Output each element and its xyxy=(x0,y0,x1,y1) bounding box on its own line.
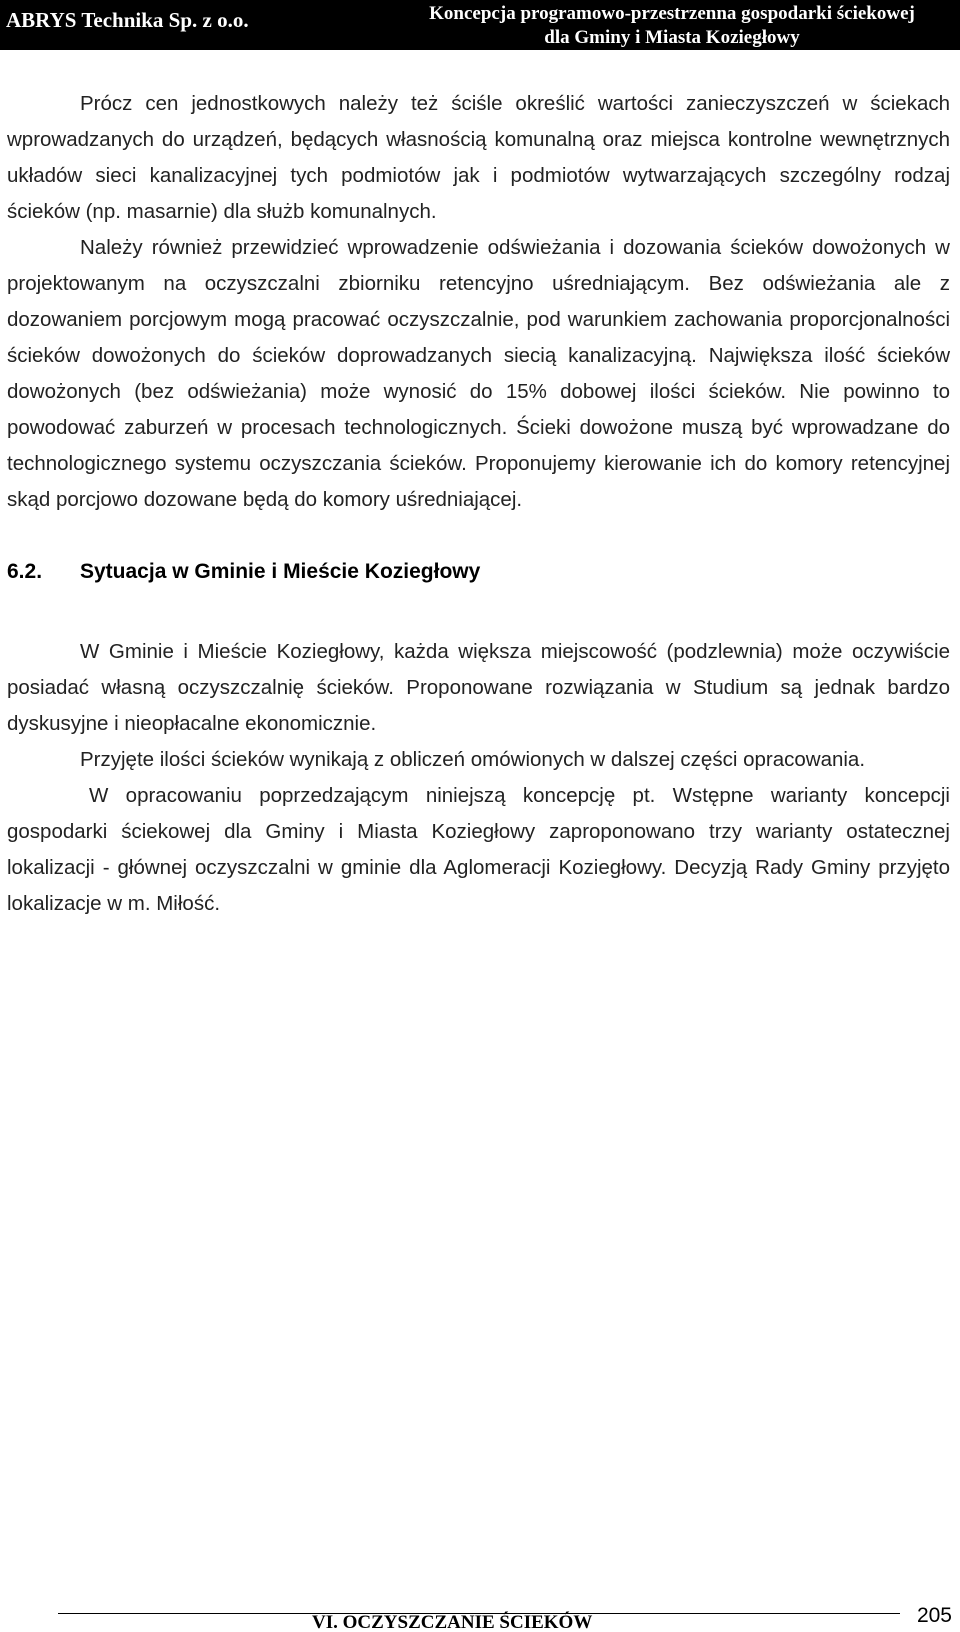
paragraph-sewage-quantities: Przyjęte ilości ścieków wynikają z obliczeń omówionych w dalszej części opracowania. xyxy=(80,748,866,771)
chapter-title: VI. OCZYSZCZANIE ŚCIEKÓW xyxy=(312,1612,593,1632)
section-number: 6.2. xyxy=(7,560,43,583)
page-number: 205 xyxy=(916,1604,952,1627)
company-name: ABRYS Technika Sp. z o.o. xyxy=(6,8,249,32)
paragraph-pricing: Prócz cen jednostkowych należy też ściśle określić wartości zanieczyszczeń w ściekach wprowadzanych do urządzeń, będących własnością komunalną oraz miejsca kontrolne wewnętrznych układów sieci kanalizacyjnej tych podmiotów jak i podmiotów wytwarzających szczególny rodzaj ścieków (np. masarnie) dla służb komunalnych. xyxy=(7,92,950,223)
section-heading xyxy=(7,554,950,590)
document-title xyxy=(392,2,952,50)
page-body xyxy=(7,86,950,922)
paragraph-variants: W opracowaniu poprzedzającym niniejszą koncepcję pt. Wstępne warianty koncepcji gospodarki ściekowej dla Gminy i Miasta Koziegłowy zaproponowano trzy warianty ostatecznej lokalizacji - głównej oczyszczalni w gminie dla Aglomeracji Koziegłowy. Decyzją Rady Gminy przyjęto lokalizacje w m. Miłość. xyxy=(7,784,950,915)
section-title: Sytuacja w Gminie i Mieście Koziegłowy xyxy=(80,560,481,583)
paragraph-gmina-situation: W Gminie i Mieście Koziegłowy, każda większa miejscowość (podzlewnia) może oczywiście posiadać własną oczyszczalnię ścieków. Proponowane rozwiązania w Studium są jednak bardzo dyskusyjne i nieopłacalne ekonomicznie. xyxy=(7,640,950,735)
paragraph-delivered-sewage: Należy również przewidzieć wprowadzenie odświeżania i dozowania ścieków dowożonych w projektowanym na oczyszczalni zbiorniku retencyjno uśredniającym. Bez odświeżania ale z dozowaniem porcjowym mogą pracować oczyszczalnie, pod warunkiem zachowania proporcjonalności ścieków dowożonych do ścieków doprowadzanych siecią kanalizacyjną. Największa ilość ścieków dowożonych (bez odświeżania) może wynosić do 15% dobowej ilości ścieków. Nie powinno to powodować zaburzeń w procesach technologicznych. Ścieki dowożone muszą być wprowadzane do technologicznego systemu oczyszczania ścieków. Proponujemy kierowanie ich do komory retencyjnej skąd porcjowo dozowane będą do komory uśredniającej. xyxy=(7,236,950,511)
document-title-line1: Koncepcja programowo-przestrzenna gospodarki ściekowej xyxy=(429,3,915,24)
document-title-line2: dla Gminy i Miasta Koziegłowy xyxy=(544,27,800,48)
page-header xyxy=(0,0,960,50)
